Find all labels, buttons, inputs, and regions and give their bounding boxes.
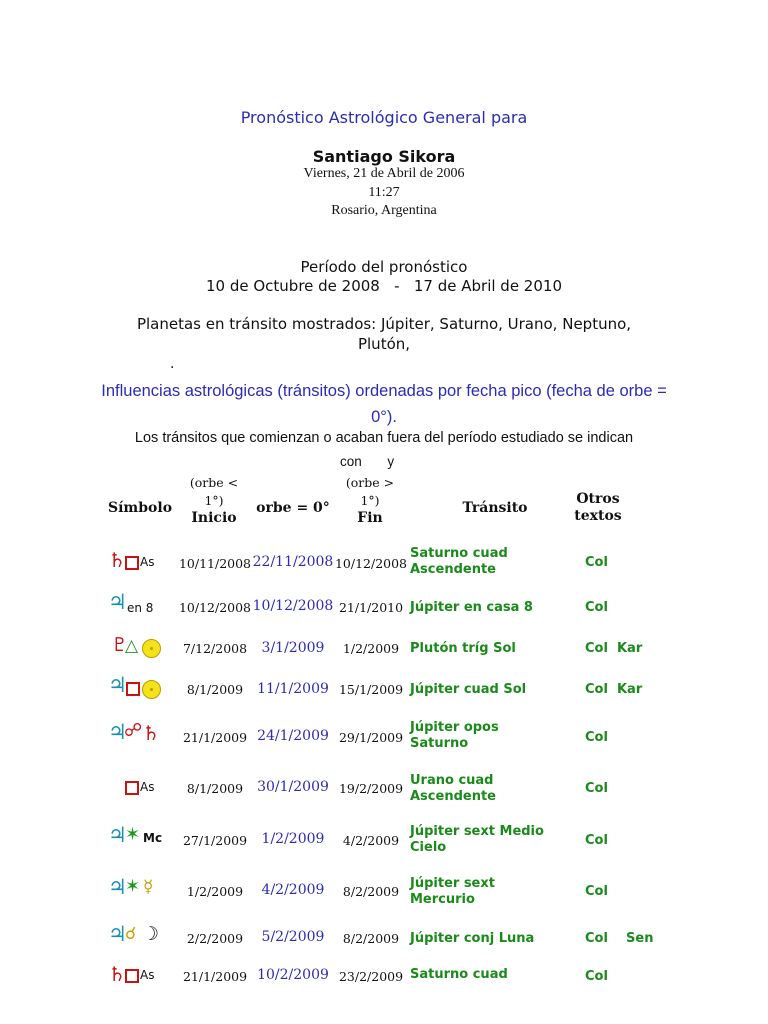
other-texts-link[interactable]: Col (585, 730, 608, 745)
fin-date: 29/1/2009 (338, 730, 404, 745)
orbe0-date: 10/2/2009 (257, 967, 329, 983)
symbol-point-label: As (140, 968, 155, 982)
sun-icon (142, 680, 161, 699)
report-title: Pronóstico Astrológico General para (240, 108, 528, 127)
symbol-point-label: en 8 (127, 601, 154, 615)
period-range: 10 de Octubre de 2008 - 17 de Abril de 2010 (205, 277, 562, 295)
jupiter-opposition-saturn-icon (108, 720, 178, 750)
other-texts-link[interactable]: Col (585, 969, 608, 984)
saturn-glyph: ♄ (108, 962, 126, 986)
jupiter-glyph: ♃ (108, 922, 127, 946)
note-y: y (387, 454, 395, 469)
fin-date: 21/1/2010 (338, 600, 404, 615)
jupiter-sextile-midheaven-icon (108, 823, 178, 853)
header-fin-label: Fin (357, 510, 383, 526)
header-inicio (182, 474, 246, 527)
saturn-square-ascendant-icon (108, 962, 178, 990)
conjunction-aspect-icon: ☌ (125, 924, 137, 944)
transit-note-markers (340, 454, 430, 469)
fin-date: 8/2/2009 (342, 931, 400, 946)
other-texts-link[interactable]: Col (585, 600, 608, 615)
fin-date: 8/2/2009 (342, 884, 400, 899)
square-aspect-icon (126, 682, 140, 696)
jupiter-glyph: ♃ (108, 875, 127, 899)
pluto-trine-sun-icon (108, 634, 178, 662)
jupiter-square-sun-icon (108, 673, 178, 703)
symbol-point-label: As (140, 555, 155, 569)
other-texts-link[interactable]: Col (585, 833, 608, 848)
orbe0-date: 5/2/2009 (261, 929, 325, 945)
inicio-date: 21/1/2009 (182, 730, 248, 745)
jupiter-glyph: ♃ (108, 823, 127, 847)
transit-link[interactable]: Urano cuad Ascendente (410, 773, 496, 804)
header-orbe0: orbe = 0° (256, 500, 330, 516)
jupiter-glyph: ♃ (108, 720, 127, 744)
inicio-date: 1/2/2009 (186, 884, 244, 899)
orbe0-date: 10/12/2008 (252, 598, 334, 614)
orbe0-date: 24/1/2009 (257, 728, 329, 744)
orbe0-date: 3/1/2009 (261, 640, 325, 656)
saturn-glyph: ♄ (108, 548, 126, 572)
jupiter-sextile-mercury-icon (108, 875, 178, 905)
moon-glyph: ☽ (142, 923, 160, 945)
transit-link[interactable]: Júpiter cuad Sol (410, 682, 527, 697)
symbol-point-label: As (140, 780, 155, 794)
influences-heading: Influencias astrológicas (tránsitos) ordenadas por fecha pico (fecha de orbe = 0°). (101, 382, 667, 426)
orbe0-date: 4/2/2009 (261, 882, 325, 898)
inicio-date: 10/12/2008 (178, 600, 252, 615)
header-simbolo: Símbolo (108, 500, 173, 516)
inicio-date: 10/11/2008 (178, 556, 252, 571)
fin-date: 23/2/2009 (338, 969, 404, 984)
jupiter-glyph: ♃ (108, 590, 127, 614)
fin-date: 10/12/2008 (334, 556, 408, 571)
transit-link[interactable]: Júpiter sext Mercurio (410, 876, 495, 907)
square-aspect-icon (125, 556, 139, 570)
transit-link[interactable]: Júpiter conj Luna (410, 931, 535, 946)
inicio-date: 27/1/2009 (182, 833, 248, 848)
transit-link[interactable]: Júpiter en casa 8 (410, 600, 533, 615)
transit-link[interactable]: Júpiter opos Saturno (410, 720, 499, 751)
orbe0-date: 1/2/2009 (261, 831, 325, 847)
planets-shown: Planetas en tránsito mostrados: Júpiter, Saturno, Urano, Neptuno, Plutón, (136, 315, 632, 353)
jupiter-in-house-icon (108, 590, 178, 620)
orbe0-date: 22/11/2008 (252, 554, 334, 570)
trine-aspect-icon: △ (125, 636, 139, 656)
birth-date: Viernes, 21 de Abril de 2006 (303, 166, 465, 181)
inicio-date: 21/1/2009 (182, 969, 248, 984)
sextile-aspect-icon: ✶ (125, 824, 141, 845)
note-con: con (340, 454, 362, 469)
birth-time: 11:27 (368, 185, 400, 200)
inicio-date: 2/2/2009 (186, 931, 244, 946)
inicio-date: 7/12/2008 (182, 641, 248, 656)
other-texts-link[interactable]: Col Sen (585, 931, 654, 946)
sextile-aspect-icon: ✶ (125, 876, 141, 897)
square-aspect-icon (125, 969, 139, 983)
period-label: Período del pronóstico (300, 258, 468, 276)
fin-date: 1/2/2009 (342, 641, 400, 656)
other-texts-link[interactable]: Col (585, 884, 608, 899)
opposition-aspect-icon: ☍ (124, 720, 143, 741)
uranus-square-ascendant-icon (108, 778, 178, 802)
other-texts-link[interactable]: Col Kar (585, 682, 643, 697)
header-otros: Otros textos (574, 491, 622, 524)
mercury-glyph: ☿ (143, 877, 154, 897)
header-fin (338, 474, 402, 527)
inicio-date: 8/1/2009 (186, 682, 244, 697)
pluto-glyph: ♇ (111, 634, 129, 656)
saturn-glyph: ♄ (142, 721, 160, 745)
header-inicio-label: Inicio (191, 510, 237, 526)
orbe0-date: 11/1/2009 (257, 681, 329, 697)
transit-note: Los tránsitos que comienzan o acaban fuera del período estudiado se indican (134, 430, 634, 446)
person-name: Santiago Sikora (312, 147, 456, 166)
orbe0-date: 30/1/2009 (257, 779, 329, 795)
other-texts-link[interactable]: Col (585, 781, 608, 796)
transit-link[interactable]: Saturno cuad (410, 967, 508, 982)
header-transito: Tránsito (462, 500, 528, 516)
transit-link[interactable]: Plutón tríg Sol (410, 641, 516, 656)
fin-date: 19/2/2009 (338, 781, 404, 796)
sun-icon (142, 639, 161, 658)
transit-link[interactable]: Júpiter sext Medio Cielo (410, 824, 544, 855)
other-texts-link[interactable]: Col (585, 555, 608, 570)
header-fin-sub: (orbe > 1°) (345, 475, 395, 508)
saturn-square-ascendant-icon (108, 548, 178, 576)
jupiter-conjunction-moon-icon (108, 922, 178, 952)
symbol-point-label: Mc (143, 831, 163, 845)
dot-marker: . (170, 356, 175, 372)
fin-date: 4/2/2009 (342, 833, 400, 848)
birth-place: Rosario, Argentina (331, 203, 437, 218)
fin-date: 15/1/2009 (338, 682, 404, 697)
jupiter-glyph: ♃ (108, 673, 127, 697)
other-texts-link[interactable]: Col Kar (585, 641, 643, 656)
header-inicio-sub: (orbe < 1°) (189, 475, 239, 508)
square-aspect-icon (125, 781, 139, 795)
transit-link[interactable]: Saturno cuad Ascendente (410, 546, 508, 577)
inicio-date: 8/1/2009 (186, 781, 244, 796)
